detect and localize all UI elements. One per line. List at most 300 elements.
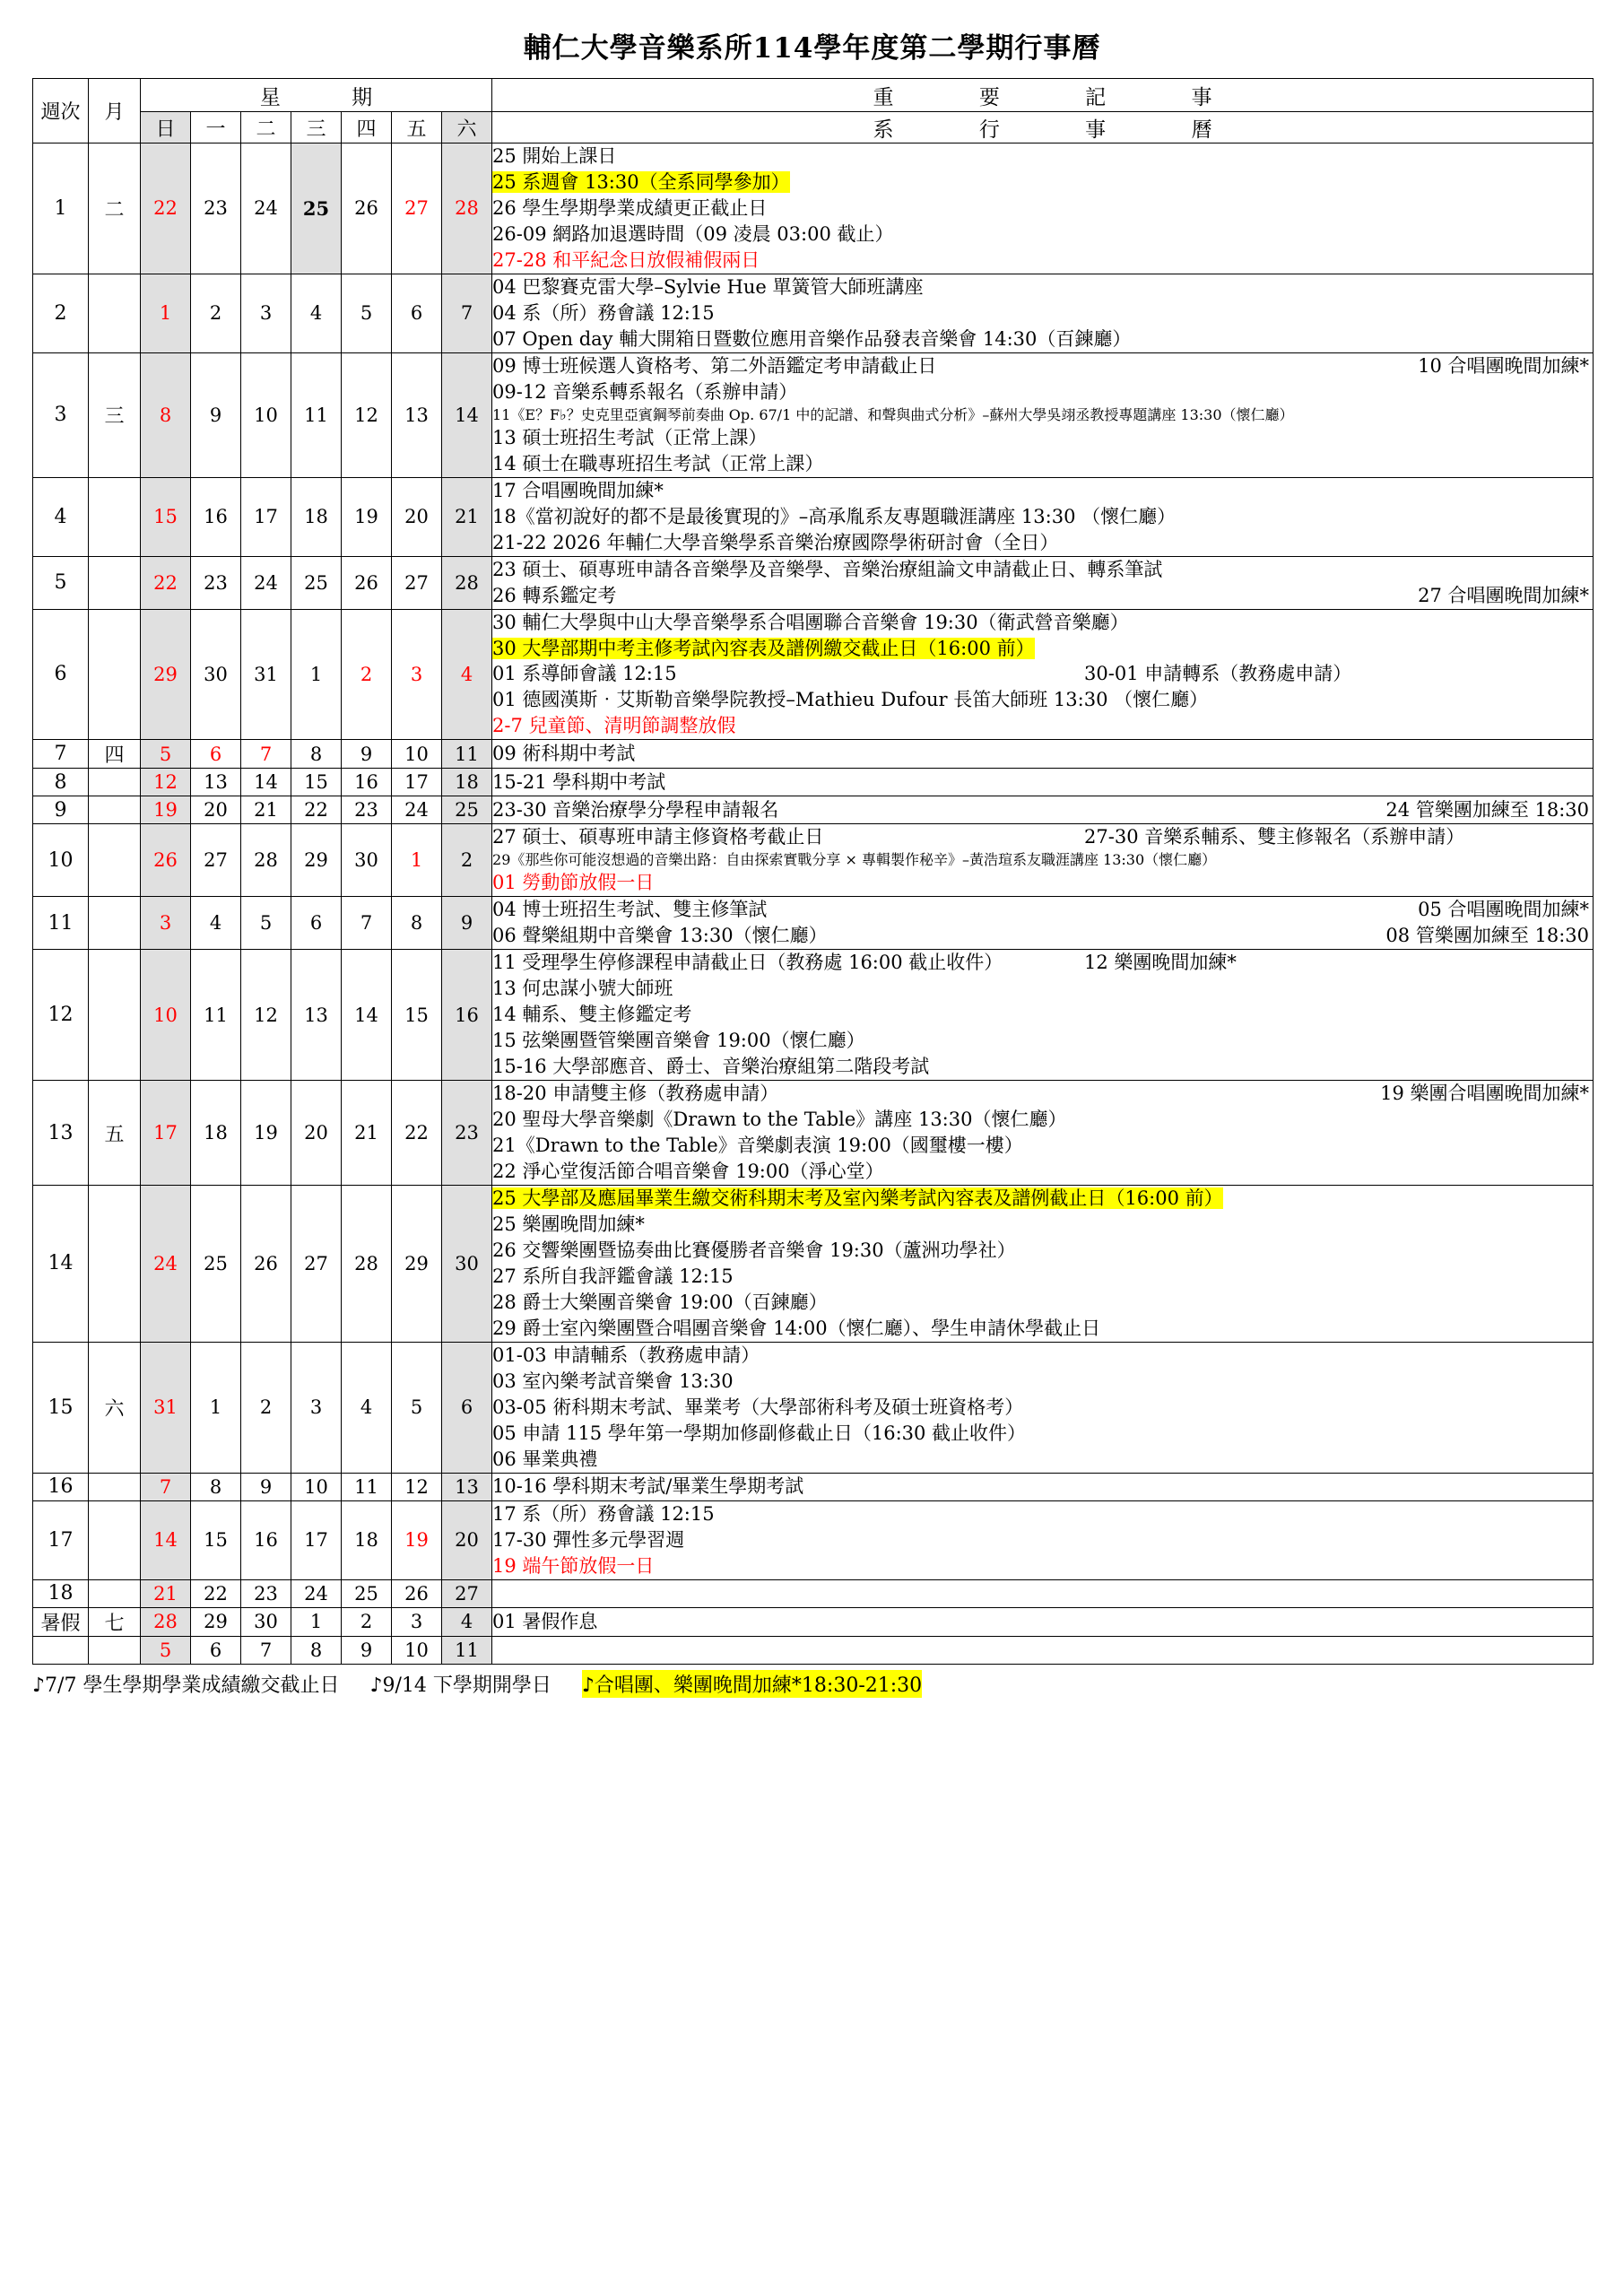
- day-cell: 6: [191, 1636, 241, 1664]
- day-cell: 10: [241, 352, 291, 477]
- month-cell: 四: [89, 740, 141, 769]
- event-text: 09 術科期中考試: [492, 743, 636, 765]
- day-cell: 29: [392, 1186, 442, 1343]
- day-cell: 24: [241, 144, 291, 274]
- event-line: [492, 1369, 1593, 1395]
- day-cell: 26: [392, 1579, 442, 1607]
- event-text: 21-22 2026 年輔仁大學音樂學系音樂治療國際學術研討會（全日）: [492, 531, 1059, 553]
- event-text: 28 爵士大樂團音樂會 19:00（百鍊廳）: [492, 1291, 828, 1313]
- table-row: [33, 740, 1594, 769]
- day-cell: 26: [342, 556, 392, 609]
- table-header: [33, 79, 1594, 144]
- event-line: [492, 610, 1593, 636]
- day-cell: 15: [392, 950, 442, 1081]
- day-cell: 1: [392, 824, 442, 897]
- event-text: 27 系所自我評鑑會議 12:15: [492, 1265, 734, 1287]
- events-cell: [492, 1186, 1594, 1343]
- event-text: 09 博士班候選人資格考、第二外語鑑定考申請截止日: [492, 354, 937, 377]
- day-cell: 14: [141, 1500, 191, 1579]
- day-cell: 1: [291, 609, 342, 740]
- table-row: [33, 950, 1594, 1081]
- day-cell: 17: [141, 1081, 191, 1186]
- month-cell: [89, 1186, 141, 1343]
- page-title: 輔仁大學音樂系所114學年度第二學期行事曆: [523, 32, 1101, 65]
- week-number-cell: 6: [33, 609, 89, 740]
- event-right-note: 10 合唱團晚間加練*: [1418, 354, 1590, 377]
- week-number-cell: 8: [33, 769, 89, 796]
- events-cell: [492, 556, 1594, 609]
- month-cell: 三: [89, 352, 141, 477]
- day-cell: 27: [392, 144, 442, 274]
- event-text: 06 畢業典禮: [492, 1448, 598, 1470]
- day-cell: 20: [291, 1081, 342, 1186]
- day-cell: 28: [241, 824, 291, 897]
- event-line: [492, 170, 1593, 196]
- events-cell: [492, 144, 1594, 274]
- table-row: [33, 352, 1594, 477]
- table-row: [33, 796, 1594, 824]
- day-cell: 14: [241, 769, 291, 796]
- events-cell: [492, 1081, 1594, 1186]
- event-text: 14 碩士在職專班招生考試（正常上課）: [492, 452, 824, 474]
- month-cell: [89, 1636, 141, 1664]
- week-number-cell: 7: [33, 740, 89, 769]
- day-cell: 12: [392, 1473, 442, 1500]
- event-right-note: 05 合唱團晚間加練*: [1418, 899, 1590, 921]
- event-text: 23-30 音樂治療學分學程申請報名: [492, 798, 779, 821]
- event-text: 05 申請 115 學年第一學期加修副修截止日（16:30 截止收件）: [492, 1422, 1027, 1444]
- event-text: 30 輔仁大學與中山大學音樂學系合唱團聯合音樂會 19:30（衛武營音樂廳）: [492, 611, 1129, 633]
- day-cell: 9: [241, 1473, 291, 1500]
- event-text: 26 交響樂團暨協奏曲比賽優勝者音樂會 19:30（蘆洲功學社）: [492, 1239, 1016, 1261]
- event-text: 19 端午節放假一日: [492, 1554, 655, 1577]
- events-cell: [492, 950, 1594, 1081]
- event-text: 20 聖母大學音樂劇《Drawn to the Table》講座 13:30（懷仁廳）: [492, 1109, 1067, 1131]
- day-cell: 18: [442, 769, 492, 796]
- day-cell: 29: [291, 824, 342, 897]
- event-mid-note: 30-01 申請轉系（教務處申請）: [1084, 663, 1352, 685]
- day-cell: 4: [342, 1342, 392, 1473]
- event-line: [492, 1421, 1593, 1447]
- events-cell: [492, 740, 1594, 769]
- week-number-cell: 12: [33, 950, 89, 1081]
- header-week-col: 週次: [33, 79, 89, 144]
- events-cell: [492, 1607, 1594, 1636]
- day-cell: 31: [141, 1342, 191, 1473]
- day-cell: 30: [241, 1607, 291, 1636]
- month-cell: [89, 274, 141, 352]
- event-line: [492, 976, 1593, 1002]
- week-number-cell: [33, 1636, 89, 1664]
- event-text: 26-09 網路加退選時間（09 凌晨 03:00 截止）: [492, 222, 894, 245]
- day-cell: 6: [191, 740, 241, 769]
- day-cell: 2: [442, 824, 492, 897]
- day-cell: 22: [141, 144, 191, 274]
- event-text: 15-16 大學部應音、爵士、音樂治療組第二階段考試: [492, 1056, 930, 1078]
- day-cell: 2: [342, 609, 392, 740]
- event-line: [492, 1395, 1593, 1421]
- header-weekday-thu: 四: [342, 112, 392, 144]
- week-number-cell: 暑假: [33, 1607, 89, 1636]
- day-cell: 5: [141, 740, 191, 769]
- event-line: [492, 425, 1593, 451]
- day-cell: 13: [442, 1473, 492, 1500]
- header-month-col: 月: [89, 79, 141, 144]
- event-text: 22 淨心堂復活節合唱音樂會 19:00（淨心堂）: [492, 1161, 884, 1183]
- event-text: 29《那些你可能沒想過的音樂出路：自由探索實戰分享 × 專輯製作秘辛》–黃浩瑄系友職涯講座 13:30（懷仁廳）: [492, 851, 1217, 869]
- day-cell: 8: [291, 1636, 342, 1664]
- day-cell: 6: [442, 1342, 492, 1473]
- day-cell: 2: [241, 1342, 291, 1473]
- day-cell: 22: [291, 796, 342, 824]
- event-mid-note: 12 樂團晚間加練*: [1084, 952, 1237, 974]
- event-line: [492, 741, 1593, 767]
- week-number-cell: 1: [33, 144, 89, 274]
- events-cell: [492, 1636, 1594, 1664]
- day-cell: 24: [392, 796, 442, 824]
- event-right-note: 08 管樂團加練至 18:30: [1385, 925, 1590, 947]
- event-text: 2-7 兒童節、清明節調整放假: [492, 715, 736, 737]
- event-line: [492, 300, 1593, 326]
- header-weekday-sat: 六: [442, 112, 492, 144]
- event-text: 27 碩士、碩專班申請主修資格考截止日: [492, 826, 824, 848]
- week-number-cell: 3: [33, 352, 89, 477]
- day-cell: 11: [342, 1473, 392, 1500]
- week-number-cell: 18: [33, 1579, 89, 1607]
- event-text: 11《E？F♭？史克里亞賓鋼琴前奏曲 Op. 67/1 中的記譜、和聲與曲式分析》–蘇州大學吳翊丞教授專題講座 13:30（懷仁廳）: [492, 405, 1294, 423]
- event-line: [492, 1609, 1593, 1635]
- event-line: [492, 950, 1593, 976]
- day-cell: 24: [141, 1186, 191, 1343]
- day-cell: 23: [191, 556, 241, 609]
- event-line: [492, 144, 1593, 170]
- day-cell: 24: [291, 1579, 342, 1607]
- event-text: 27-28 和平紀念日放假補假兩日: [492, 248, 760, 271]
- day-cell: 14: [342, 950, 392, 1081]
- month-cell: [89, 556, 141, 609]
- day-cell: 5: [141, 1636, 191, 1664]
- event-line: [492, 222, 1593, 248]
- day-cell: 27: [442, 1579, 492, 1607]
- day-cell: 7: [141, 1473, 191, 1500]
- day-cell: 25: [191, 1186, 241, 1343]
- event-line: [492, 248, 1593, 274]
- event-line: [492, 1264, 1593, 1290]
- event-text: 10-16 學科期末考試/畢業生學期考試: [492, 1475, 804, 1498]
- table-row: [33, 769, 1594, 796]
- day-cell: 8: [141, 352, 191, 477]
- day-cell: 22: [392, 1081, 442, 1186]
- event-text: 03 室內樂考試音樂會 13:30: [492, 1370, 734, 1392]
- academic-calendar-table: [32, 78, 1594, 1665]
- header-weekday-wed: 三: [291, 112, 342, 144]
- events-cell: [492, 897, 1594, 950]
- event-text: 09-12 音樂系轉系報名（系辦申請）: [492, 380, 798, 403]
- day-cell: 17: [241, 477, 291, 556]
- day-cell: 9: [442, 897, 492, 950]
- day-cell: 11: [191, 950, 241, 1081]
- event-line: [492, 583, 1593, 609]
- table-row: [33, 1579, 1594, 1607]
- event-line: [492, 1186, 1593, 1212]
- week-number-cell: 5: [33, 556, 89, 609]
- month-cell: [89, 1473, 141, 1500]
- event-line: [492, 1133, 1593, 1159]
- header-major-events: 重 要 記 事: [492, 79, 1594, 112]
- event-line: [492, 451, 1593, 477]
- header-weekday-group: 星 期: [141, 79, 492, 112]
- day-cell: 8: [291, 740, 342, 769]
- events-cell: [492, 796, 1594, 824]
- day-cell: 19: [392, 1500, 442, 1579]
- week-number-cell: 17: [33, 1500, 89, 1579]
- month-cell: [89, 477, 141, 556]
- day-cell: 25: [291, 556, 342, 609]
- day-cell: 19: [342, 477, 392, 556]
- day-cell: 12: [342, 352, 392, 477]
- day-cell: 27: [392, 556, 442, 609]
- event-text: 04 博士班招生考試、雙主修筆試: [492, 899, 768, 921]
- day-cell: 9: [342, 740, 392, 769]
- day-cell: 1: [191, 1342, 241, 1473]
- day-cell: 1: [291, 1607, 342, 1636]
- day-cell: 23: [191, 144, 241, 274]
- table-row: [33, 144, 1594, 274]
- event-line: [492, 1501, 1593, 1527]
- event-line: [492, 405, 1593, 425]
- event-line: [492, 1290, 1593, 1316]
- day-cell: 16: [241, 1500, 291, 1579]
- week-number-cell: 13: [33, 1081, 89, 1186]
- day-cell: 28: [342, 1186, 392, 1343]
- event-text: 26 轉系鑑定考: [492, 584, 617, 606]
- event-line: [492, 770, 1593, 796]
- events-cell: [492, 274, 1594, 352]
- header-weekday-sun: 日: [141, 112, 191, 144]
- event-text: 04 巴黎賽克雷大學–Sylvie Hue 單簧管大師班講座: [492, 275, 924, 298]
- day-cell: 6: [392, 274, 442, 352]
- day-cell: 26: [241, 1186, 291, 1343]
- footer-notes: [32, 1670, 1593, 1698]
- event-text: 18《當初說好的都不是最後實現的》–高承胤系友專題職涯講座 13:30 （懷仁廳）: [492, 505, 1177, 527]
- day-cell: 9: [342, 1636, 392, 1664]
- event-line: [492, 1316, 1593, 1342]
- event-line: [492, 636, 1593, 662]
- day-cell: 18: [342, 1500, 392, 1579]
- event-text: 13 碩士班招生考試（正常上課）: [492, 426, 768, 448]
- day-cell: 25: [342, 1579, 392, 1607]
- event-text: 26 學生學期學業成績更正截止日: [492, 196, 768, 219]
- event-line: [492, 379, 1593, 405]
- table-row: [33, 274, 1594, 352]
- day-cell: 3: [141, 897, 191, 950]
- day-cell: 5: [342, 274, 392, 352]
- week-number-cell: 15: [33, 1342, 89, 1473]
- day-cell: 21: [342, 1081, 392, 1186]
- event-line: [492, 687, 1593, 713]
- day-cell: 20: [191, 796, 241, 824]
- header-weekday-tue: 二: [241, 112, 291, 144]
- day-cell: 23: [241, 1579, 291, 1607]
- day-cell: 10: [141, 950, 191, 1081]
- day-cell: 15: [291, 769, 342, 796]
- day-cell: 8: [191, 1473, 241, 1500]
- day-cell: 10: [392, 740, 442, 769]
- day-cell: 18: [191, 1081, 241, 1186]
- week-number-cell: 10: [33, 824, 89, 897]
- event-line: [492, 1002, 1593, 1028]
- event-text: 03-05 術科期末考試、畢業考（大學部術科考及碩士班資格考）: [492, 1396, 1024, 1418]
- day-cell: 5: [241, 897, 291, 950]
- day-cell: 30: [442, 1186, 492, 1343]
- event-line: [492, 1474, 1593, 1500]
- event-text: 29 爵士室內樂團暨合唱團音樂會 14:00（懷仁廳）、學生申請休學截止日: [492, 1317, 1101, 1339]
- day-cell: 19: [141, 796, 191, 824]
- event-text: 25 系週會 13:30（全系同學參加）: [492, 170, 790, 193]
- day-cell: 13: [291, 950, 342, 1081]
- day-cell: 25: [442, 796, 492, 824]
- week-number-cell: 14: [33, 1186, 89, 1343]
- day-cell: 3: [392, 1607, 442, 1636]
- event-text: 25 樂團晚間加練*: [492, 1213, 645, 1236]
- day-cell: 25: [291, 144, 342, 274]
- event-line: [492, 557, 1593, 583]
- event-text: 07 Open day 輔大開箱日暨數位應用音樂作品發表音樂會 14:30（百鍊廳）: [492, 327, 1132, 350]
- table-row: [33, 1636, 1594, 1664]
- event-text: 01 勞動節放假一日: [492, 872, 655, 894]
- week-number-cell: 2: [33, 274, 89, 352]
- day-cell: 28: [442, 556, 492, 609]
- event-line: [492, 923, 1593, 949]
- event-text: 06 聲樂組期中音樂會 13:30（懷仁廳）: [492, 925, 828, 947]
- events-cell: [492, 769, 1594, 796]
- month-cell: [89, 950, 141, 1081]
- day-cell: 16: [191, 477, 241, 556]
- month-cell: [89, 769, 141, 796]
- table-row: [33, 824, 1594, 897]
- events-cell: [492, 824, 1594, 897]
- day-cell: 30: [191, 609, 241, 740]
- week-number-cell: 9: [33, 796, 89, 824]
- event-text: 04 系（所）務會議 12:15: [492, 301, 715, 324]
- day-cell: 31: [241, 609, 291, 740]
- table-row: [33, 1081, 1594, 1186]
- day-cell: 17: [392, 769, 442, 796]
- event-line: [492, 1081, 1593, 1107]
- day-cell: 29: [141, 609, 191, 740]
- event-text: 13 何忠謀小號大師班: [492, 978, 673, 1000]
- events-cell: [492, 352, 1594, 477]
- event-line: [492, 824, 1593, 850]
- day-cell: 12: [141, 769, 191, 796]
- day-cell: 23: [342, 796, 392, 824]
- table-row: [33, 556, 1594, 609]
- event-line: [492, 478, 1593, 504]
- events-cell: [492, 1473, 1594, 1500]
- day-cell: 2: [342, 1607, 392, 1636]
- event-line: [492, 196, 1593, 222]
- week-number-cell: 16: [33, 1473, 89, 1500]
- day-cell: 4: [442, 609, 492, 740]
- day-cell: 11: [442, 740, 492, 769]
- event-line: [492, 661, 1593, 687]
- table-row: [33, 1186, 1594, 1343]
- event-line: [492, 1159, 1593, 1185]
- event-text: 14 輔系、雙主修鑑定考: [492, 1004, 692, 1026]
- event-text: 17 合唱團晚間加練*: [492, 479, 664, 501]
- day-cell: 27: [291, 1186, 342, 1343]
- event-line: [492, 1212, 1593, 1238]
- day-cell: 16: [342, 769, 392, 796]
- event-text: 11 受理學生停修課程申請截止日（教務處 16:00 截止收件）: [492, 952, 1003, 974]
- event-line: [492, 1107, 1593, 1133]
- day-cell: 11: [442, 1636, 492, 1664]
- event-line: [492, 897, 1593, 923]
- day-cell: 18: [291, 477, 342, 556]
- day-cell: 12: [241, 950, 291, 1081]
- table-row: [33, 477, 1594, 556]
- day-cell: 4: [442, 1607, 492, 1636]
- day-cell: 21: [241, 796, 291, 824]
- day-cell: 5: [392, 1342, 442, 1473]
- day-cell: 11: [291, 352, 342, 477]
- event-line: [492, 850, 1593, 870]
- month-cell: 七: [89, 1607, 141, 1636]
- month-cell: [89, 609, 141, 740]
- day-cell: 26: [342, 144, 392, 274]
- event-text: 25 開始上課日: [492, 145, 617, 167]
- event-text: 17-30 彈性多元學習週: [492, 1528, 685, 1551]
- event-text: 01 系導師會議 12:15: [492, 663, 677, 685]
- event-line: [492, 870, 1593, 896]
- events-cell: [492, 1579, 1594, 1607]
- event-mid-note: 27-30 音樂系輔系、雙主修報名（系辦申請）: [1084, 826, 1465, 848]
- day-cell: 7: [442, 274, 492, 352]
- header-weekday-fri: 五: [392, 112, 442, 144]
- event-line: [492, 1527, 1593, 1553]
- event-right-note: 24 管樂團加練至 18:30: [1385, 798, 1590, 821]
- table-body: [33, 144, 1594, 1665]
- day-cell: 22: [141, 556, 191, 609]
- month-cell: [89, 1579, 141, 1607]
- day-cell: 29: [191, 1607, 241, 1636]
- table-row: [33, 897, 1594, 950]
- events-cell: [492, 477, 1594, 556]
- event-line: [492, 1343, 1593, 1369]
- day-cell: 28: [141, 1607, 191, 1636]
- event-text: 01-03 申請輔系（教務處申請）: [492, 1344, 760, 1366]
- day-cell: 28: [442, 144, 492, 274]
- event-text: 15 弦樂團暨管樂團音樂會 19:00（懷仁廳）: [492, 1030, 865, 1052]
- header-dept-calendar: 系 行 事 曆: [492, 112, 1594, 144]
- day-cell: 24: [241, 556, 291, 609]
- day-cell: 9: [191, 352, 241, 477]
- event-text: 23 碩士、碩專班申請各音樂學及音樂學、音樂治療組論文申請截止日、轉系筆試: [492, 558, 1163, 580]
- day-cell: 17: [291, 1500, 342, 1579]
- header-weekday-mon: 一: [191, 112, 241, 144]
- event-text: 01 暑假作息: [492, 1610, 598, 1632]
- events-cell: [492, 1500, 1594, 1579]
- event-text: 17 系（所）務會議 12:15: [492, 1502, 715, 1525]
- footer-note-next-semester: ♪9/14 下學期開學日: [369, 1674, 551, 1697]
- day-cell: 3: [291, 1342, 342, 1473]
- month-cell: [89, 897, 141, 950]
- event-text: 15-21 學科期中考試: [492, 770, 666, 793]
- footer-note-rehearsal: ♪合唱團、樂團晚間加練*18:30-21:30: [582, 1670, 922, 1698]
- day-cell: 20: [442, 1500, 492, 1579]
- day-cell: 1: [141, 274, 191, 352]
- event-line: [492, 1447, 1593, 1473]
